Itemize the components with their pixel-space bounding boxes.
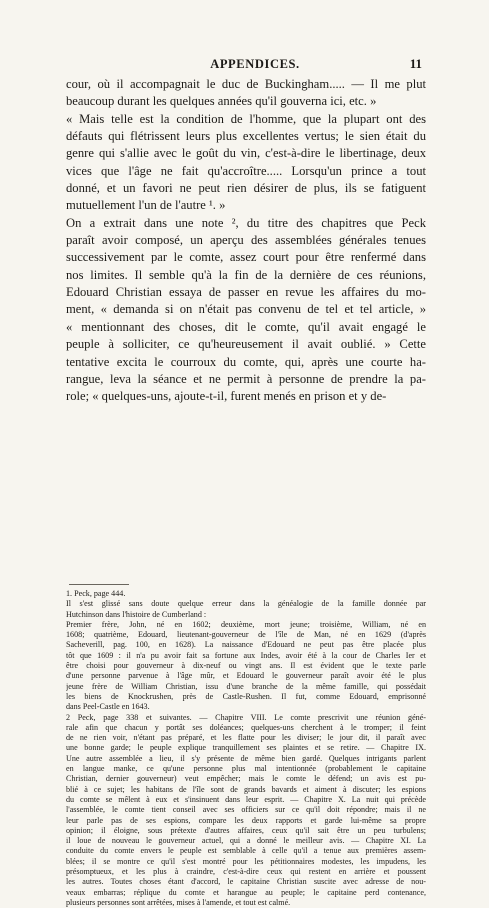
footnote-line: conduite du comte envers le peuple est semblable à celle qu'il a tenue aux premières assem-: [66, 846, 426, 856]
footnote-line: de ne rien voir, n'étant pas préparé, et les flatte pour les diviser; le jour dit, il paraît avec: [66, 733, 426, 743]
body-line: Edouard Christian essaya de passer en revue les affaires du mo-: [66, 285, 426, 300]
footnote-line: blées; il se montre ce qu'il s'est montré pour les pétitionnaires modestes, les impudens, les: [66, 856, 426, 866]
footnote-line: dans Peel-Castle en 1643.: [66, 702, 150, 712]
footnote-line: les autres. Toutes choses étant d'accord, le capitaine Christian suscite avec adresse de nou-: [66, 877, 426, 887]
body-line: beaucoup durant les quelques années qu'il gouverna ici, etc. »: [66, 94, 377, 109]
body-line: role; « quelques-uns, ajoute-t-il, furent menés en prison et y de-: [66, 389, 387, 404]
body-line: rangue, leva la séance et ne permit à personne de prendre la pa-: [66, 371, 426, 386]
footnote-line: tôt que 1609 : il n'a pu avoir fait sa fortune aux Indes, avoir été à la cour de Charles Ier et: [66, 650, 426, 660]
footnote-line: Premier frère, John, né en 1602; deuxième, mort jeune; troisième, William, né en: [66, 619, 426, 629]
body-text: [66, 76, 426, 406]
footnote-line: Une autre assemblée a lieu, il s'y présente de même bien gardé. Quelques intrigants parlent: [66, 753, 426, 763]
footnote-divider: [69, 584, 129, 585]
footnote-line: présomptueux, et les plus à craindre, c'est-à-dire ceux qui restent en arrière et poussent: [66, 867, 426, 877]
footnote-line: du comte se mêlent à eux et s'insinuent dans leur esprit. — Chapitre X. La nuit qui précède: [66, 794, 426, 804]
footnote-line: leur parle pas de ses espions, compare les deux rapports et garde lui-même sa propre: [66, 815, 426, 825]
body-line: On a extrait dans une note ², du titre des chapitres que Peck: [66, 215, 426, 230]
body-line: cour, où il accompagnait le duc de Buckingham..... — Il me plut: [66, 77, 426, 91]
body-line: vices que l'âge ne fait qu'accroître..... Lorsqu'un prince a tout: [66, 163, 426, 178]
body-line: nos limites. Il semble qu'à la fin de la dernière de ces réunions,: [66, 267, 426, 282]
body-line: ment, « demanda si on n'était pas convenu de tel et tel article, »: [66, 302, 426, 317]
footnote-line: 1608; quatrième, Edouard, lieutenant-gouverneur de l'île de Man, né en 1629 (d'après: [66, 630, 426, 640]
footnote-line: il loue de nouveau le gouverneur actuel, qui a donné le meilleur avis. — Chapitre XI. La: [66, 836, 426, 846]
body-line: donné, et un favori ne peut rien désirer de plus, ils se fatiguent: [66, 181, 426, 196]
body-line: successivement par le comte, assez court pour être renfermé dans: [66, 250, 426, 265]
footnote-line: 2 Peck, page 338 et suivantes. — Chapitre VIII. Le comte prescrivit une réunion géné-: [66, 712, 426, 722]
footnote-line: rale afin que chacun y portât ses doléances; quelques-uns cherchent à le tromper; il feint: [66, 722, 426, 732]
footnote-line: blié à ce sujet; les habitans de l'île sont de grands bavards et aiment à discuter; les espions: [66, 784, 426, 794]
body-line: défauts qui flétrissent leurs plus excellentes vertus; le sien était du: [66, 129, 426, 144]
footnote-line: Il s'est glissé sans doute quelque erreur dans la généalogie de la famille donnée par: [66, 599, 426, 609]
body-line: mutuellement l'un de l'autre ¹. »: [66, 198, 226, 213]
footnote-line: être choisi pour gouverneur à dix-neuf ou vingt ans. Il est évident que le texte parle: [66, 661, 426, 671]
body-line: tentative excita le courroux du comte, qui, après une courte ha-: [66, 354, 426, 369]
footnotes: [66, 589, 426, 908]
running-title: APPENDICES.: [210, 57, 300, 71]
footnote-line: plusieurs personnes sont arrêtées, mises à l'amende, et tout est calmé.: [66, 897, 291, 907]
footnote-line: d'une personne parvenue à l'âge mûr, et Edouard le gouverneur paraît avoir été le plus: [66, 671, 426, 681]
body-line: genre qui s'allie avec le goût du vin, c'est-à-dire le libertinage, deux: [66, 146, 426, 161]
footnote-line: une bonne garde; le peuple explique tranquillement ses plaintes et se retire. — Chapitre IX.: [66, 743, 426, 753]
body-line: peuple à solliciter, ce qu'heureusement il avait oublié. » Cette: [66, 337, 426, 352]
footnote-line: Hutchinson dans l'histoire de Cumberland :: [66, 609, 207, 619]
body-line: paraît avoir composé, un aperçu des assemblées générales tenues: [66, 233, 426, 248]
footnote-line: 1. Peck, page 444.: [66, 589, 126, 598]
footnote-line: veaux embarras; réplique du comte et harangue au peuple; le capitaine perd contenance,: [66, 887, 426, 897]
footnote-line: l'assemblée, le comte tient conseil avec ses officiers sur ce qu'il doit répondre; mais il ne: [66, 805, 426, 815]
footnote-line: jeune frère de William Christian, issu d'une branche de la même famille, qui possédait: [66, 681, 426, 691]
footnote-line: Sacheverill, pag. 100, en 1628). La naissance d'Edouard ne peut pas être placée plus: [66, 640, 426, 650]
footnote-line: Christian, dernier gouverneur) veut empêcher; mais le comte le défend; un avis est pu-: [66, 774, 426, 784]
body-line: « Mais telle est la condition de l'homme, que la plupart ont des: [66, 111, 426, 126]
footnote-line: en langue manke, ce qu'une personne plus mal intentionnée (probablement le capitaine: [66, 764, 426, 774]
footnote-line: opinion; il éloigne, sous prétexte d'autres affaires, ceux qu'il sait être un peu turbulens;: [66, 825, 426, 835]
body-line: « mentionnant des choses, dit le comte, qu'il avait engagé le: [66, 319, 426, 334]
page-number: 11: [409, 56, 422, 71]
footnote-line: les biens de Knockrushen, près de Castle-Rushen. Il fut, comme Edouard, emprisonné: [66, 691, 426, 701]
